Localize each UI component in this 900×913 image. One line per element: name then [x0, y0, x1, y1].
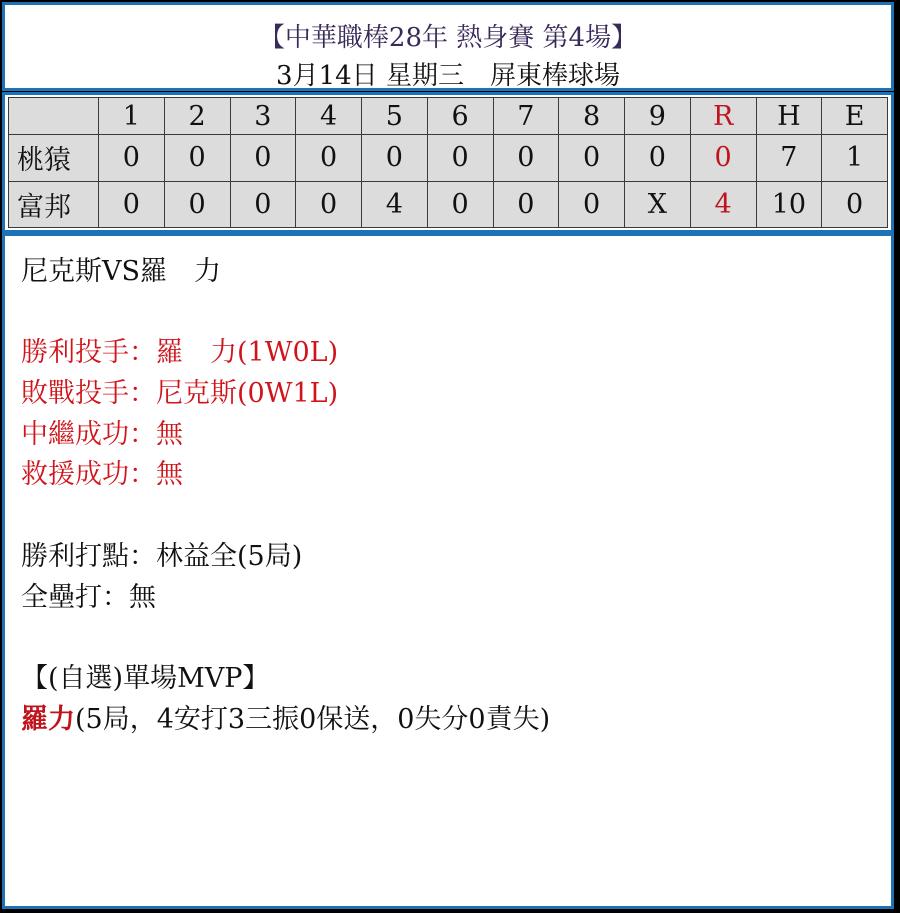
team-row-home [9, 181, 888, 227]
inning-header: 7 [493, 98, 559, 135]
errors-header: E [822, 98, 888, 135]
inning-score: 0 [427, 135, 493, 181]
hold: 中繼成功：無 [21, 418, 183, 450]
game-header [2, 2, 894, 91]
inning-header: 3 [230, 98, 296, 135]
pitching-matchup: 尼克斯VS羅 力 [21, 256, 221, 287]
game-report [2, 233, 894, 909]
team-name: 桃猿 [9, 135, 99, 181]
inning-score: 0 [230, 135, 296, 181]
corner-cell [9, 98, 99, 135]
header-row [9, 98, 888, 135]
errors-total: 1 [822, 135, 888, 181]
inning-header: 4 [296, 98, 362, 135]
errors-total: 0 [822, 181, 888, 227]
team-row-away [9, 135, 888, 181]
inning-score: 0 [493, 135, 559, 181]
inning-score: 0 [230, 181, 296, 227]
mvp-header: 【(自選)單場MVP】 [21, 662, 270, 694]
inning-score: 4 [362, 181, 428, 227]
runs-header: R [690, 98, 756, 135]
hits-total: 7 [756, 135, 822, 181]
inning-score: 0 [99, 135, 165, 181]
inning-score: 0 [493, 181, 559, 227]
inning-score: 0 [296, 181, 362, 227]
inning-score: 0 [559, 135, 625, 181]
game-title: 【中華職棒28年 熱身賽 第4場】 [258, 23, 638, 53]
mvp-name: 羅力 [21, 703, 75, 735]
loss-pitcher: 敗戰投手：尼克斯(0W1L) [21, 378, 339, 410]
scoreboard [2, 92, 894, 233]
inning-score: 0 [164, 181, 230, 227]
line-score-table [8, 97, 888, 228]
inning-header: 2 [164, 98, 230, 135]
grand-slam: 全壘打：無 [21, 581, 156, 613]
inning-score: X [625, 181, 691, 227]
game-winning-rbi: 勝利打點：林益全(5局) [21, 540, 303, 572]
mvp-stats: (5局，4安打3三振0保送，0失分0責失) [75, 703, 551, 735]
inning-score: 0 [99, 181, 165, 227]
inning-header: 1 [99, 98, 165, 135]
inning-score: 0 [362, 135, 428, 181]
inning-header: 5 [362, 98, 428, 135]
hits-total: 10 [756, 181, 822, 227]
runs-total: 0 [690, 135, 756, 181]
spacer [21, 496, 891, 537]
inning-header: 8 [559, 98, 625, 135]
hits-header: H [756, 98, 822, 135]
spacer [21, 293, 891, 334]
win-pitcher: 勝利投手：羅 力(1W0L) [21, 337, 339, 369]
inning-score: 0 [296, 135, 362, 181]
team-name: 富邦 [9, 181, 99, 227]
runs-total: 4 [690, 181, 756, 227]
inning-score: 0 [559, 181, 625, 227]
inning-score: 0 [427, 181, 493, 227]
save: 救援成功：無 [21, 459, 183, 491]
mvp-line [21, 700, 891, 741]
game-date-venue: 3月14日 星期三 屏東棒球場 [276, 61, 620, 91]
inning-score: 0 [164, 135, 230, 181]
inning-header: 6 [427, 98, 493, 135]
inning-score: 0 [625, 135, 691, 181]
inning-header: 9 [625, 98, 691, 135]
spacer [21, 618, 891, 659]
